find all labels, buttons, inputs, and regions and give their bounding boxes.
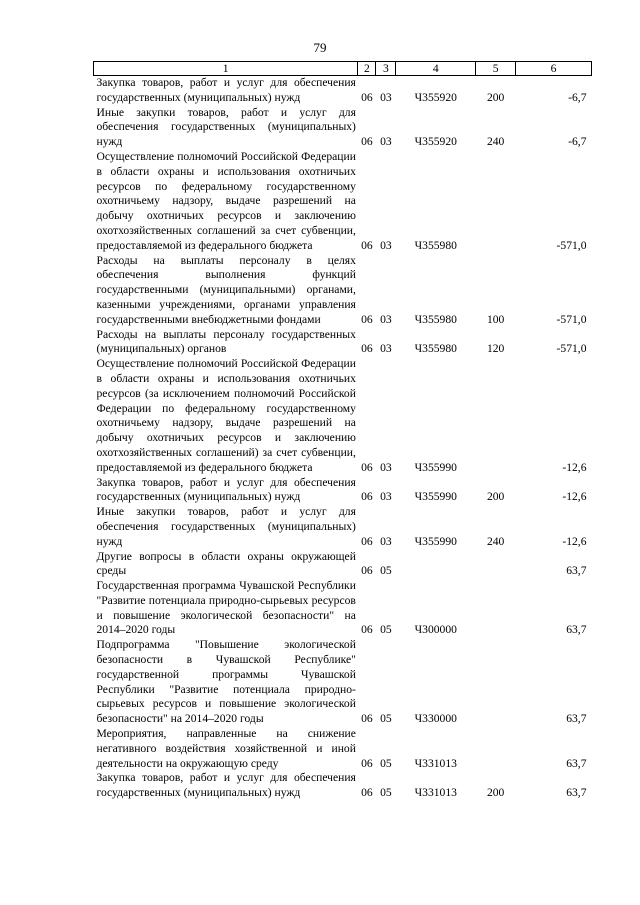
table-row [94, 771, 592, 801]
row-target-item: Ч355990 [414, 490, 457, 504]
table-row [94, 150, 592, 254]
row-section: 06 [361, 460, 373, 474]
row-section: 06 [361, 238, 373, 252]
row-name: Подпрограмма "Повышение экологической безопасности в Чувашской Республике" государственной программы Чувашской Республики "Развитие потенциала природно-сырьевых ресурсов и повышение экологической безопасности" на 2014–2020 годы [96, 638, 356, 726]
row-name: Расходы на выплаты персоналу государственных (муниципальных) органов [96, 327, 356, 356]
row-section: 06 [361, 90, 373, 104]
table-row [94, 357, 592, 475]
row-section: 06 [361, 564, 373, 578]
row-expense-type [476, 638, 516, 727]
row-amount: -6,7 [568, 135, 587, 149]
row-expense-type [476, 550, 516, 580]
row-expense-type: 200 [486, 90, 505, 104]
row-target-item: Ч331013 [414, 786, 457, 800]
row-name: Расходы на выплаты персоналу в целях обеспечения выполнения функций государственными (муниципальными) органами, казенными учреждениями, органами управления государственными внебюджетными фондами [96, 253, 356, 326]
row-subsection: 05 [380, 564, 392, 578]
row-section: 06 [361, 712, 373, 726]
row-section: 06 [361, 786, 373, 800]
table-row [94, 638, 592, 727]
row-target-item: Ч355990 [414, 460, 457, 474]
row-target-item: Ч355990 [414, 534, 457, 548]
row-name: Другие вопросы в области охраны окружающей среды [96, 549, 356, 578]
row-section: 06 [361, 623, 373, 637]
row-expense-type [476, 579, 516, 638]
row-name: Закупка товаров, работ и услуг для обеспечения государственных (муниципальных) нужд [96, 771, 356, 800]
row-expense-type [476, 727, 516, 771]
row-section: 06 [361, 534, 373, 548]
header-col-subsection: 3 [376, 62, 396, 76]
row-target-item: Ч330000 [414, 712, 457, 726]
row-target-item: Ч355920 [414, 90, 457, 104]
row-expense-type [476, 357, 516, 475]
row-expense-type: 200 [486, 490, 505, 504]
page-number: 79 [313, 40, 327, 55]
row-subsection: 05 [380, 712, 392, 726]
row-section: 06 [361, 312, 373, 326]
row-amount: -12,6 [562, 490, 587, 504]
table-body [94, 76, 592, 802]
row-subsection: 03 [380, 312, 392, 326]
row-amount: -6,7 [568, 90, 587, 104]
table-row [94, 76, 592, 106]
header-row [94, 62, 592, 76]
table-row [94, 579, 592, 638]
header-col-section: 2 [358, 62, 376, 76]
budget-table [93, 61, 592, 801]
table-row [94, 106, 592, 150]
row-expense-type: 240 [486, 534, 505, 548]
row-expense-type: 200 [486, 786, 505, 800]
row-name: Закупка товаров, работ и услуг для обеспечения государственных (муниципальных) нужд [96, 76, 356, 104]
table-row [94, 254, 592, 328]
row-subsection: 03 [380, 490, 392, 504]
row-amount: 63,7 [566, 786, 587, 800]
row-target-item: Ч355980 [414, 312, 457, 326]
header-col-amount: 6 [516, 62, 592, 76]
row-subsection: 03 [380, 534, 392, 548]
row-amount: -12,6 [562, 460, 587, 474]
row-amount: 63,7 [566, 623, 587, 637]
row-subsection: 05 [380, 786, 392, 800]
row-target-item [396, 550, 476, 580]
row-expense-type [476, 150, 516, 254]
table-row [94, 550, 592, 580]
row-target-item: Ч355980 [414, 238, 457, 252]
row-expense-type: 120 [486, 342, 505, 356]
row-section: 06 [361, 135, 373, 149]
row-name: Осуществление полномочий Российской Федерации в области охраны и использования охотничьих ресурсов (за исключением полномочий Российской Федерации по федеральному государственному охотничьему надзору, выдаче разрешений на добычу охотничьих ресурсов и заключению охотхозяйственных соглашений) за счет субвенции, предоставляемой из федерального бюджета [96, 357, 356, 474]
row-section: 06 [361, 342, 373, 356]
row-amount: -12,6 [562, 534, 587, 548]
row-subsection: 03 [380, 342, 392, 356]
table-row [94, 328, 592, 358]
row-amount: -571,0 [556, 238, 587, 252]
table-row [94, 476, 592, 506]
row-name: Закупка товаров, работ и услуг для обеспечения государственных (муниципальных) нужд [96, 475, 356, 504]
row-expense-type: 100 [486, 312, 505, 326]
row-subsection: 03 [380, 90, 392, 104]
row-amount: 63,7 [566, 756, 587, 770]
header-col-target-item: 4 [396, 62, 476, 76]
row-amount: 63,7 [566, 564, 587, 578]
row-name: Мероприятия, направленные на снижение негативного воздействия хозяйственной и иной деятельности на окружающую среду [96, 727, 356, 770]
row-target-item: Ч331013 [414, 756, 457, 770]
row-target-item: Ч355920 [414, 135, 457, 149]
table-row [94, 727, 592, 771]
header-col-expense-type: 5 [476, 62, 516, 76]
row-amount: -571,0 [556, 342, 587, 356]
row-subsection: 03 [380, 135, 392, 149]
row-name: Иные закупки товаров, работ и услуг для обеспечения государственных (муниципальных) нужд [96, 105, 356, 149]
row-subsection: 05 [380, 756, 392, 770]
row-amount: 63,7 [566, 712, 587, 726]
row-amount: -571,0 [556, 312, 587, 326]
row-subsection: 03 [380, 238, 392, 252]
row-section: 06 [361, 490, 373, 504]
row-target-item: Ч300000 [414, 623, 457, 637]
row-subsection: 03 [380, 460, 392, 474]
row-subsection: 05 [380, 623, 392, 637]
row-section: 06 [361, 756, 373, 770]
table-header [94, 62, 592, 76]
row-expense-type: 240 [486, 135, 505, 149]
row-target-item: Ч355980 [414, 342, 457, 356]
row-name: Государственная программа Чувашской Республики "Развитие потенциала природно-сырьевых ресурсов и повышение экологической безопасности" на 2014–2020 годы [96, 579, 356, 637]
table-row [94, 505, 592, 549]
row-name: Осуществление полномочий Российской Федерации в области охраны и использования охотничьих ресурсов по федеральному государственному охотничьему надзору, выдаче разрешений на добычу охотничьих ресурсов и заключению охотхозяйственных соглашений за счет субвенции, предоставляемой из федерального бюджета [96, 149, 356, 252]
row-name: Иные закупки товаров, работ и услуг для обеспечения государственных (муниципальных) нужд [96, 505, 356, 548]
header-col-name: 1 [94, 62, 358, 76]
